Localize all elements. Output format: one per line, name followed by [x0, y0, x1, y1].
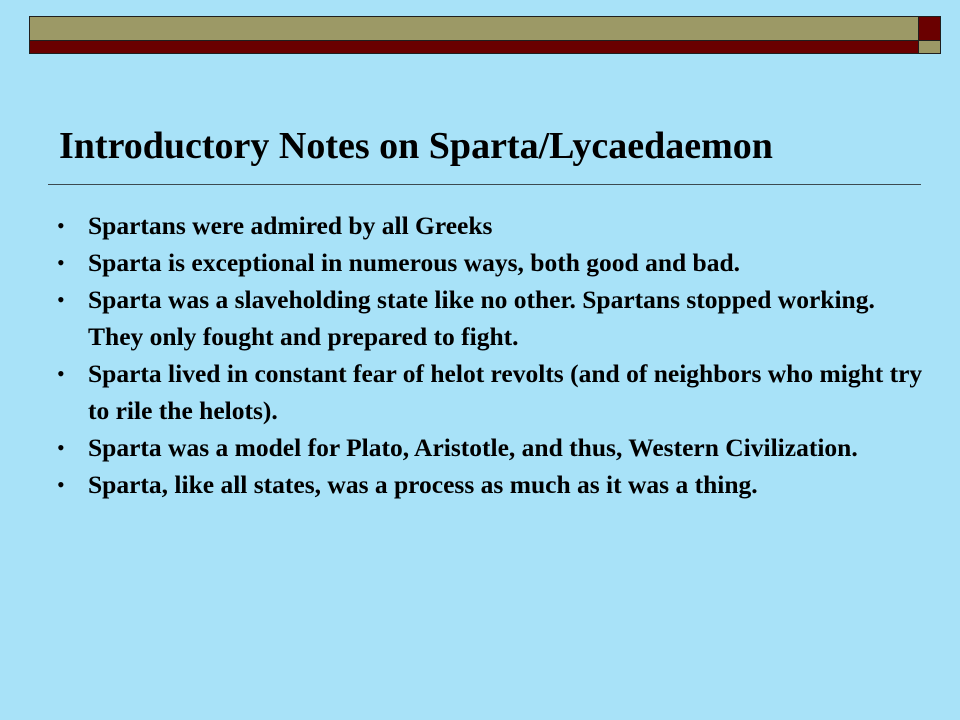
bullet-marker: •: [57, 435, 65, 460]
bullet-item: [57, 281, 927, 355]
bullet-text: Sparta is exceptional in numerous ways, both good and bad.: [88, 248, 741, 277]
bullet-list: [57, 207, 927, 503]
header-olive-strip: [30, 17, 918, 40]
header-maroon-block: [918, 17, 940, 40]
bullet-marker: •: [57, 250, 65, 275]
bullet-item: [57, 244, 927, 281]
bullet-text: Sparta, like all states, was a process as much as it was a thing.: [88, 470, 758, 499]
title-divider: [48, 184, 921, 185]
bullet-marker: •: [57, 472, 65, 497]
bullet-item: [57, 429, 927, 466]
bullet-text: Sparta was a slaveholding state like no other. Spartans stopped working. They only fought and prepared to fight.: [88, 285, 875, 351]
bullet-text: Sparta was a model for Plato, Aristotle, and thus, Western Civilization.: [88, 433, 858, 462]
bullet-marker: •: [57, 287, 65, 312]
bullet-item: [57, 207, 927, 244]
slide-title: Introductory Notes on Sparta/Lycaedaemon: [59, 125, 773, 167]
bullet-marker: •: [57, 213, 65, 238]
bullet-item: [57, 466, 927, 503]
header-olive-block: [918, 40, 940, 53]
bullet-item: [57, 355, 927, 429]
header-maroon-strip: [30, 40, 918, 53]
bullet-marker: •: [57, 361, 65, 386]
bullet-text: Sparta lived in constant fear of helot revolts (and of neighbors who might try to rile the helots).: [88, 359, 923, 425]
header-decoration-bar: [29, 16, 941, 54]
bullet-text: Spartans were admired by all Greeks: [88, 211, 493, 240]
